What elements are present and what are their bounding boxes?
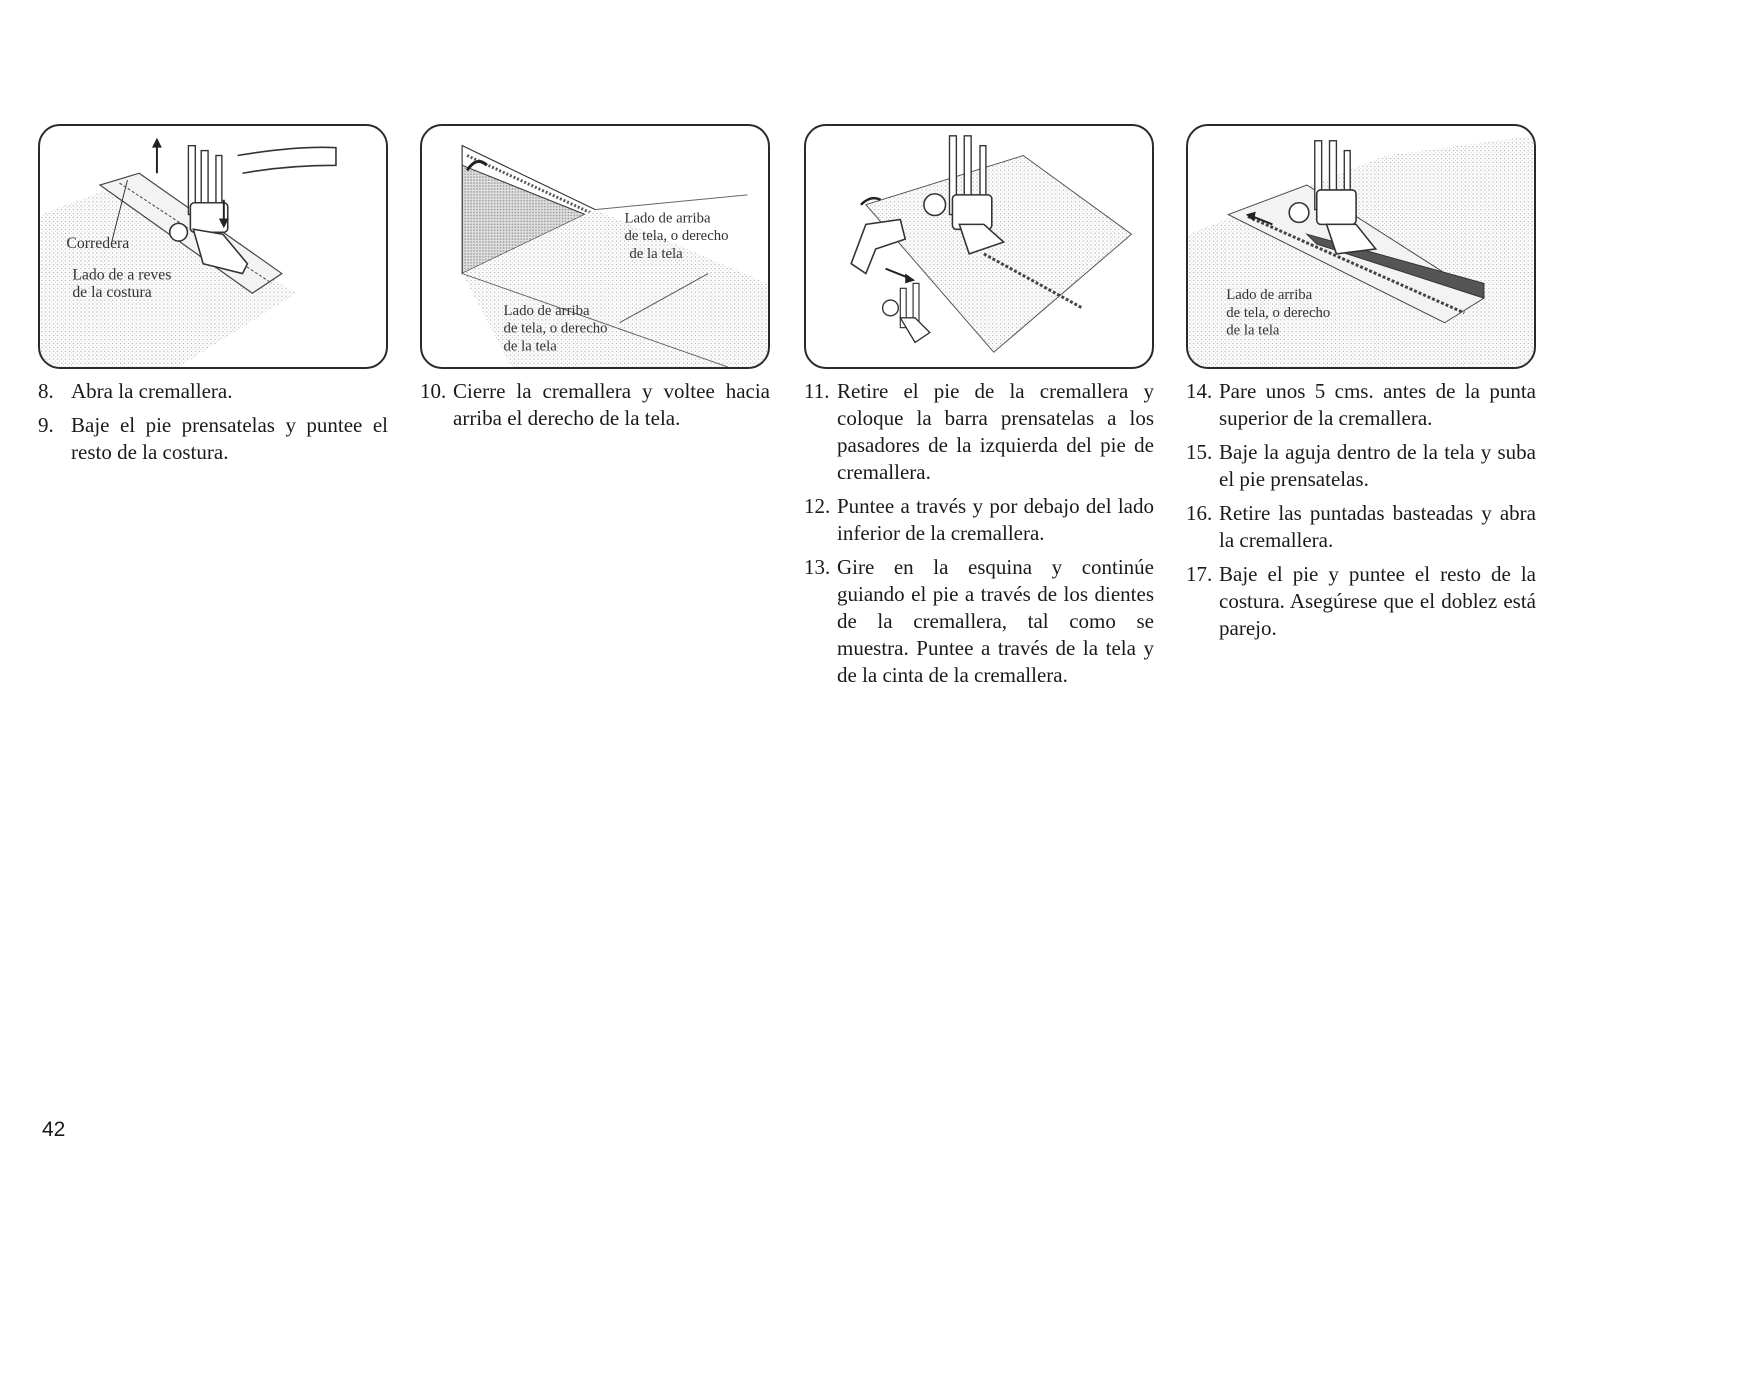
- step-text: Baje el pie y puntee el resto de la costura. Asegúrese que el doblez está parejo.: [1219, 562, 1536, 640]
- zipper-closed-illustration: [422, 126, 768, 367]
- step-number: 17.: [1186, 562, 1213, 586]
- label-corredera: Corredera: [66, 234, 130, 252]
- step-14: [1186, 378, 1536, 432]
- step-text: Pare unos 5 cms. antes de la punta superior de la cremallera.: [1219, 379, 1536, 430]
- figure-4: [1186, 124, 1536, 369]
- step-text: Abra la cremallera.: [71, 379, 233, 403]
- step-text: Baje el pie prensatelas y puntee el resto de la costura.: [71, 413, 388, 464]
- step-number: 8.: [38, 379, 54, 403]
- step-number: 9.: [38, 413, 54, 437]
- instruction-column-1: [38, 378, 388, 473]
- label-lado-arriba-a2: de tela, o derecho: [624, 228, 729, 245]
- step-number: 11.: [804, 379, 830, 403]
- step-text: Gire en la esquina y continúe guiando el pie a través de los dientes de la cremallera, tal como se muestra. Puntee a través de la tela y de la cinta de la cremallera.: [837, 555, 1154, 687]
- figure-1: [38, 124, 388, 369]
- figure-3: [804, 124, 1154, 369]
- zipper-foot-change-illustration: [806, 126, 1152, 367]
- step-text: Puntee a través y por debajo del lado inferior de la cremallera.: [837, 494, 1154, 545]
- step-text: Retire las puntadas basteadas y abra la cremallera.: [1219, 501, 1536, 552]
- step-number: 14.: [1186, 379, 1213, 403]
- step-8: [38, 378, 388, 405]
- instruction-column-2: [420, 378, 770, 439]
- instruction-column-3: [804, 378, 1154, 696]
- step-16: [1186, 500, 1536, 554]
- step-11: [804, 378, 1154, 486]
- zipper-top-illustration: [1188, 126, 1534, 367]
- label-lado-arriba-b2: de tela, o derecho: [503, 320, 608, 337]
- label-lado-arriba-b1: Lado de arriba: [503, 302, 590, 319]
- step-17: [1186, 561, 1536, 642]
- step-15: [1186, 439, 1536, 493]
- label-lado-arriba-a3: de la tela: [629, 245, 683, 262]
- step-number: 13.: [804, 555, 831, 579]
- label-lado-arriba-c2: de tela, o derecho: [1226, 304, 1331, 321]
- step-12: [804, 493, 1154, 547]
- step-number: 16.: [1186, 501, 1213, 525]
- step-text: Baje la aguja dentro de la tela y suba el pie prensatelas.: [1219, 440, 1536, 491]
- label-lado-reves-1: Lado de a reves: [72, 266, 172, 284]
- step-number: 15.: [1186, 440, 1213, 464]
- figure-2: [420, 124, 770, 369]
- step-number: 12.: [804, 494, 831, 518]
- label-lado-reves-2: de la costura: [72, 284, 152, 302]
- label-lado-arriba-c3: de la tela: [1226, 322, 1280, 339]
- step-10: [420, 378, 770, 432]
- step-13: [804, 554, 1154, 689]
- step-text: Retire el pie de la cremallera y coloque la barra prensatelas a los pasadores de la izquierda del pie de cremallera.: [837, 379, 1154, 484]
- label-lado-arriba-c1: Lado de arriba: [1226, 287, 1313, 304]
- step-9: [38, 412, 388, 466]
- instruction-column-4: [1186, 378, 1536, 649]
- label-lado-arriba-a1: Lado de arriba: [624, 210, 711, 227]
- label-lado-arriba-b3: de la tela: [503, 338, 557, 355]
- zipper-foot-illustration-1: [40, 126, 386, 367]
- step-number: 10.: [420, 379, 447, 403]
- page-number: 42: [42, 1118, 66, 1141]
- step-text: Cierre la cremallera y voltee hacia arriba el derecho de la tela.: [453, 379, 770, 430]
